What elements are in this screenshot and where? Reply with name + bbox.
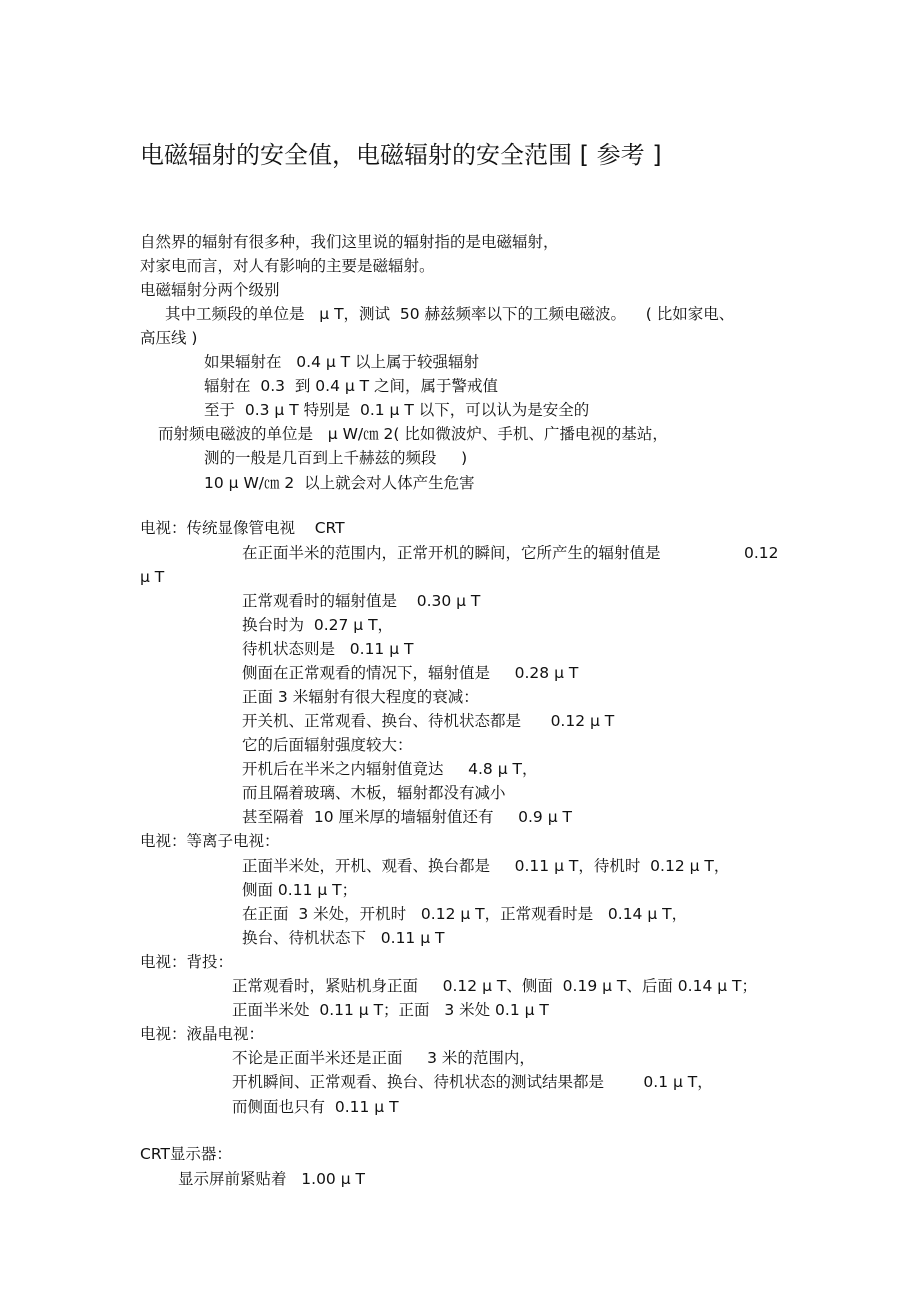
text-line: μ T [140, 568, 165, 586]
text-line: 自然界的辐射有很多种，我们这里说的辐射指的是电磁辐射， [140, 233, 559, 251]
section-heading: 电视：传统显像管电视 CRT [140, 519, 345, 537]
section-heading: CRT显示器： [140, 1145, 232, 1163]
text-line: 正常观看时，紧贴机身正面 0.12 μ T、侧面 0.19 μ T、后面 0.14 μ T； [232, 977, 758, 995]
text-line: 其中工频段的单位是 μ T，测试 50 赫兹频率以下的工频电磁波。 ( 比如家电、 [165, 305, 735, 323]
text-line: 在正面半米的范围内，正常开机的瞬间，它所产生的辐射值是 [242, 544, 661, 562]
text-line: 正常观看时的辐射值是 0.30 μ T [242, 592, 481, 610]
section-heading: 电视：液晶电视： [140, 1025, 265, 1043]
text-line: 正面半米处，开机、观看、换台都是 0.11 μ T，待机时 0.12 μ T， [242, 857, 730, 875]
text-line: 它的后面辐射强度较大： [242, 736, 413, 754]
text-line: 至于 0.3 μ T 特别是 0.1 μ T 以下，可以认为是安全的 [204, 401, 590, 419]
text-line: 开机后在半米之内辐射值竟达 4.8 μ T， [242, 760, 538, 778]
text-line: 辐射在 0.3 到 0.4 μ T 之间，属于警戒值 [204, 377, 499, 395]
text-line: 侧面在正常观看的情况下，辐射值是 0.28 μ T [242, 664, 579, 682]
text-line: 10 μ W/㎝ 2 以上就会对人体产生危害 [204, 474, 475, 492]
text-line: 换台、待机状态下 0.11 μ T [242, 929, 445, 947]
text-line: 测的一般是几百到上千赫兹的频段 ) [204, 449, 468, 467]
text-line: 甚至隔着 10 厘米厚的墙辐射值还有 0.9 μ T [242, 808, 572, 826]
text-line: 高压线 ) [140, 329, 198, 347]
text-line: 开机瞬间、正常观看、换台、待机状态的测试结果都是 0.1 μ T， [232, 1073, 713, 1091]
text-line: 不论是正面半米还是正面 3 米的范围内， [232, 1049, 535, 1067]
text-value: 0.12 [744, 544, 779, 562]
text-line: 而射频电磁波的单位是 μ W/㎝ 2( 比如微波炉、手机、广播电视的基站， [158, 425, 668, 443]
section-heading: 电视：背投： [140, 953, 234, 971]
text-line: 换台时为 0.27 μ T， [242, 616, 394, 634]
text-line: 电磁辐射分两个级别 [140, 281, 280, 299]
text-line: 而侧面也只有 0.11 μ T [232, 1098, 399, 1116]
section-heading: 电视：等离子电视： [140, 832, 280, 850]
text-line: 正面 3 米辐射有很大程度的衰减： [242, 688, 479, 706]
text-line: 如果辐射在 0.4 μ T 以上属于较强辐射 [204, 353, 480, 371]
text-line: 开关机、正常观看、换台、待机状态都是 0.12 μ T [242, 712, 615, 730]
page-title: 电磁辐射的安全值，电磁辐射的安全范围 [ 参考 ] [140, 141, 662, 170]
text-line: 对家电而言，对人有影响的主要是磁辐射。 [140, 257, 435, 275]
text-line: 正面半米处 0.11 μ T；正面 3 米处 0.1 μ T [232, 1001, 549, 1019]
text-line: 在正面 3 米处，开机时 0.12 μ T，正常观看时是 0.14 μ T， [242, 905, 688, 923]
text-line: 侧面 0.11 μ T； [242, 881, 358, 899]
text-line: 而且隔着玻璃、木板，辐射都没有减小 [242, 784, 506, 802]
text-line: 显示屏前紧贴着 1.00 μ T [178, 1170, 365, 1188]
text-line: 待机状态则是 0.11 μ T [242, 640, 414, 658]
